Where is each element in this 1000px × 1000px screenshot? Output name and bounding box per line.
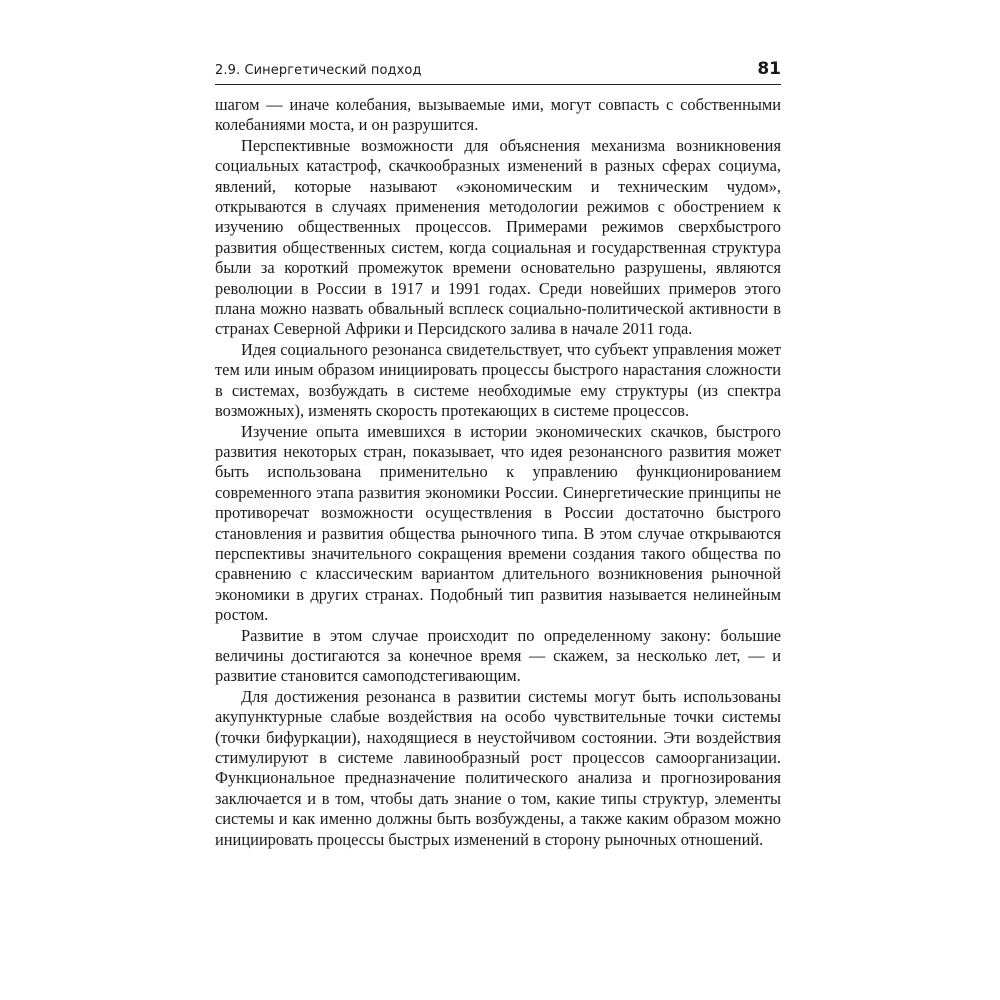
body-text [215,95,781,850]
page-number: 81 [757,59,781,79]
paragraph-social-resonance: Идея социального резонанса свидетельствует, что субъект управления может тем или иным образом инициировать процессы быстрого нарастания сложности в системах, возбуждать в системе необходимые ему структуры (из спектра возможных), изменять скорость протекающих в системе процессов. [215,339,781,421]
paragraph-acupuncture-influences: Для достижения резонанса в развитии системы могут быть использованы акупунктурные слабые воздействия на особо чувствительные точки системы (точки бифуркации), находящиеся в неустойчивом состоянии. Эти воздействия стимулируют в системе лавинообразный рост процессов самоорганизации. Функциональное предназначение политического анализа и прогнозирования заключается и в том, чтобы дать знание о том, какие типы структур, элементы системы и как именно должны быть возбуждены, а также каким образом можно инициировать процессы быстрых изменений в сторону рыночных отношений. [215,686,781,849]
paragraph-catastrophes: Перспективные возможности для объяснения механизма возникновения социальных катастроф, скачкообразных изменений в разных сферах социума, явлений, которые называют «экономическим и техническим чудом», открываются в случаях применения методологии режимов с обострением к изучению общественных процессов. Примерами режимов сверхбыстрого развития общественных систем, когда социальная и государственная структура были за короткий промежуток времени основательно разрушены, являются революции в России в 1917 и 1991 годах. Среди новейших примеров этого плана можно назвать обвальный всплеск социально-политической активности в странах Северной Африки и Персидского залива в начале 2011 года. [215,135,781,339]
section-title: 2.9. Синергетический подход [215,63,422,78]
book-page [215,58,781,850]
paragraph-development-law: Развитие в этом случае происходит по определенному закону: большие величины достигаются за конечное время — скажем, за несколько лет, — и развитие становится самоподстегивающим. [215,625,781,686]
paragraph-economic-leaps: Изучение опыта имевшихся в истории экономических скачков, быстрого развития некоторых стран, показывает, что идея резонансного развития может быть использована применительно к управлению функционированием современного этапа развития экономики России. Синергетические принципы не противоречат возможности осуществления в России достаточно быстрого становления и развития общества рыночного типа. В этом случае открываются перспективы значительного сокращения времени создания такого общества по сравнению с классическим вариантом длительного возникновения рыночной экономики в других странах. Подобный тип развития называется нелинейным ростом. [215,421,781,625]
paragraph-continued: шагом — иначе колебания, вызываемые ими, могут совпасть с собственными колебаниями моста, и он разрушится. [215,95,781,135]
running-header [215,58,781,85]
